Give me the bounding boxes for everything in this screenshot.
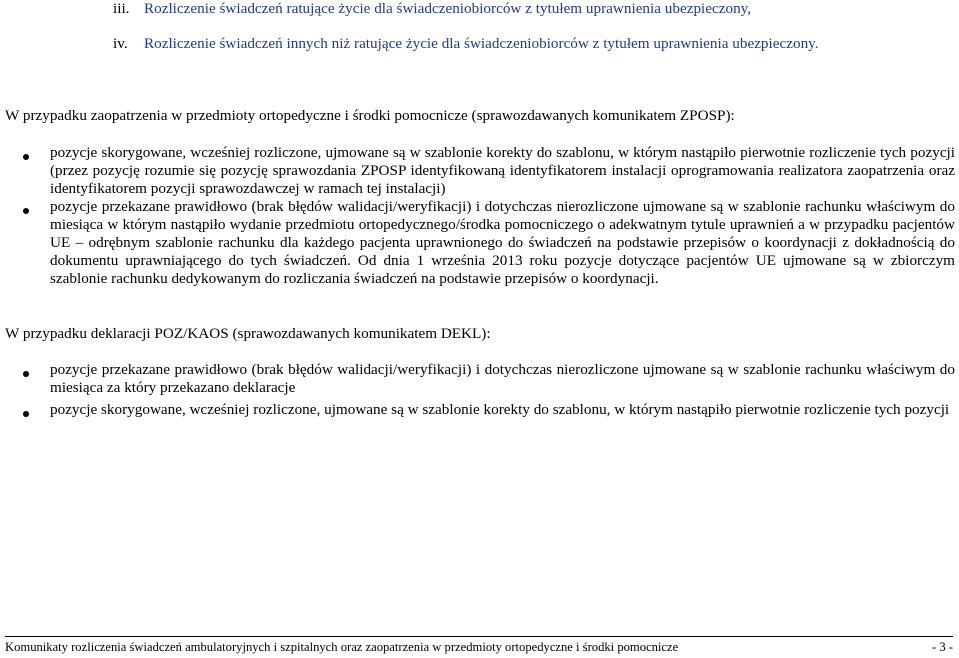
list-item-text: Rozliczenie świadczeń innych niż ratujące życie dla świadczeniobiorców z tytułem uprawnienia ubezpieczony. [144, 35, 819, 52]
list-item-text: pozycje skorygowane, wcześniej rozliczone, ujmowane są w szablonie korekty do szablonu, w którym nastąpiło pierwotnie rozliczenie tych pozycji (przez pozycję rozumie się pozycję sprawozdania ZPOSP identyfikowaną identyfikatorem instalacji oprogramowania realizatora zaopatrzenia oraz identyfikatorem pozycji sprawozdawczej w ramach tej instalacji) [50, 144, 955, 198]
bullet-icon [23, 411, 29, 417]
bullet-icon [23, 154, 29, 160]
page-number: - 3 - [932, 640, 953, 654]
list-item [113, 0, 751, 18]
page-footer [5, 636, 953, 655]
list-numeral: iv. [113, 35, 128, 52]
bullet-icon [23, 208, 29, 214]
bullet-icon [23, 371, 29, 377]
list-item-text: Rozliczenie świadczeń ratujące życie dla świadczeniobiorców z tytułem uprawnienia ubezpieczony, [144, 0, 752, 17]
list-item-text: pozycje przekazane prawidłowo (brak błędów walidacji/weryfikacji) i dotychczas nierozliczone ujmowane są w szablonie rachunku właściwym do miesiąca w którym nastąpiło wydanie przedmiotu ortopedycznego/środka pomocniczego o adekwatnym tytule uprawnień a w przypadku pacjentów UE – odrębnym szablonie rachunku dla każdego pacjenta uprawnionego do świadczeń na podstawie przepisów o koordynacji z dokładnością do dokumentu uprawniającego do tych świadczeń. Od dnia 1 września 2013 roku pozycje dotyczące pacjentów UE ujmowane są w zbiorczym szablonie rachunku dedykowanym do rozliczania świadczeń na podstawie przepisów o koordynacji. [50, 198, 955, 288]
footer-title: Komunikaty rozliczenia świadczeń ambulatoryjnych i szpitalnych oraz zaopatrzenia w przedmioty ortopedyczne i środki pomocnicze [5, 640, 679, 654]
zposp-section-intro: W przypadku zaopatrzenia w przedmioty ortopedyczne i środki pomocnicze (sprawozdawanych komunikatem ZPOSP): [5, 107, 735, 124]
list-item-text: pozycje przekazane prawidłowo (brak błędów walidacji/weryfikacji) i dotychczas nierozliczone ujmowane są w szablonie rachunku właściwym do miesiąca za który przekazano deklaracje [50, 361, 955, 397]
list-item-text: pozycje skorygowane, wcześniej rozliczone, ujmowane są w szablonie korekty do szablonu, w którym nastąpiło pierwotnie rozliczenie tych pozycji [50, 401, 950, 418]
dekl-section-intro: W przypadku deklaracji POZ/KAOS (sprawozdawanych komunikatem DEKL): [5, 325, 491, 342]
list-item [113, 35, 819, 53]
list-numeral: iii. [113, 0, 130, 17]
